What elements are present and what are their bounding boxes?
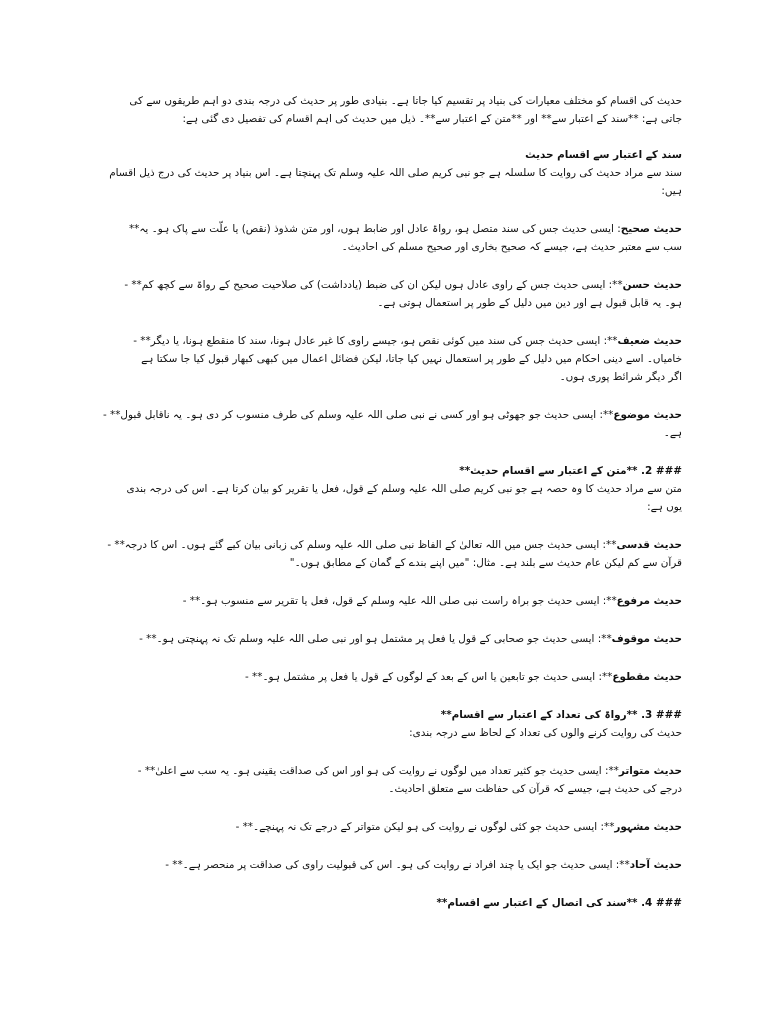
hasan-text-2: ہو۔ یہ قابل قبول ہے اور دین میں دلیل کے طور پر استعمال ہوتی ہے۔ bbox=[377, 297, 682, 309]
mawquf-term: حدیث موقوف bbox=[611, 633, 682, 645]
ahad-term: حدیث آحاد bbox=[629, 859, 682, 871]
section2-desc-1: متن سے مراد حدیث کا وہ حصہ ہے جو نبی کریم صلی اللہ علیہ وسلم کے قول، فعل یا تقریر کو بیان کرتا ہے۔ اس کی درجہ بندی bbox=[126, 483, 682, 495]
intro-line-2: جاتی ہے: **سند کے اعتبار سے** اور **متن کے اعتبار سے**۔ ذیل میں حدیث کی اہم اقسام کی تفصیل دی گئی ہے: bbox=[182, 113, 682, 125]
mawquf-text-1: **: ایسی حدیث جو صحابی کے قول یا فعل پر مشتمل ہو اور نبی صلی اللہ علیہ وسلم تک نہ پہنچتی ہو۔** - bbox=[139, 633, 612, 645]
section1-desc-1: سند سے مراد حدیث کی روایت کا سلسلہ ہے جو نبی کریم صلی اللہ علیہ وسلم تک پہنچتا ہے۔ اس بنیاد پر حدیث کی درج ذیل اقسام bbox=[109, 167, 682, 179]
section1-heading: سند کے اعتبار سے اقسام حدیث bbox=[525, 149, 682, 161]
section1-desc-2: ہیں: bbox=[661, 185, 682, 197]
mutawatir-item bbox=[86, 762, 682, 780]
sahih-item bbox=[86, 220, 682, 238]
hasan-item bbox=[86, 276, 682, 294]
maqtu-text-1: **: ایسی حدیث جو تابعین یا اس کے بعد کے لوگوں کے قول یا فعل پر مشتمل ہو۔** - bbox=[245, 671, 613, 683]
daif-item bbox=[86, 332, 682, 350]
section3-desc-1: حدیث کی روایت کرنے والوں کی تعداد کے لحاظ سے درجہ بندی: bbox=[409, 727, 682, 739]
mawdu-item bbox=[86, 406, 682, 424]
intro-line-1: حدیث کی اقسام کو مختلف معیارات کی بنیاد پر تقسیم کیا جاتا ہے۔ بنیادی طور پر حدیث کی درجہ بندی دو اہم طریقوں سے کی bbox=[129, 95, 682, 107]
mutawatir-term: حدیث متواتر bbox=[618, 765, 682, 777]
qudsi-text-1: **: ایسی حدیث جس میں اللہ تعالیٰ کے الفاظ نبی صلی اللہ علیہ وسلم کی زبانی بیان کیے گئے ہوں۔ اس کا درجہ** - bbox=[107, 539, 617, 551]
mawquf-item bbox=[86, 630, 682, 648]
daif-text-2: خامیاں۔ اسے دینی احکام میں دلیل کے طور پر استعمال نہیں کیا جاتا، لیکن فضائل اعمال میں کبھی کبھار قبول کیا جا سکتا ہے bbox=[141, 353, 682, 365]
section4-heading: ### 4. **سند کی اتصال کے اعتبار سے اقسام** bbox=[436, 897, 682, 909]
mashhur-term: حدیث مشہور bbox=[614, 821, 682, 833]
mawdu-text-2: ہے۔ bbox=[663, 427, 682, 439]
marfu-text-1: **: ایسی حدیث جو براہ راست نبی صلی اللہ علیہ وسلم کے قول، فعل یا تقریر سے منسوب ہو۔** - bbox=[182, 595, 617, 607]
marfu-term: حدیث مرفوع bbox=[616, 595, 682, 607]
sahih-term: حدیث صحیح bbox=[620, 223, 682, 235]
ahad-item bbox=[86, 856, 682, 874]
mutawatir-text-1: **: ایسی حدیث جو کثیر تعداد میں لوگوں نے روایت کی ہو اور اس کی صداقت یقینی ہو۔ یہ سب سے اعلیٰ** - bbox=[137, 765, 619, 777]
maqtu-term: حدیث مقطوع bbox=[612, 671, 682, 683]
daif-term: حدیث ضعیف bbox=[617, 335, 682, 347]
maqtu-item bbox=[86, 668, 682, 686]
marfu-item bbox=[86, 592, 682, 610]
mawdu-text-1: **: ایسی حدیث جو جھوٹی ہو اور کسی نے نبی صلی اللہ علیہ وسلم کی طرف منسوب کر دی ہو۔ یہ ناقابل قبول** - bbox=[102, 409, 614, 421]
mutawatir-text-2: درجے کی حدیث ہے، جیسے کہ قرآن کی حفاظت سے متعلق احادیث۔ bbox=[388, 783, 682, 795]
section3-heading: ### 3. **رواۃ کی تعداد کے اعتبار سے اقسام** bbox=[440, 709, 682, 721]
qudsi-term: حدیث قدسی bbox=[616, 539, 682, 551]
hasan-text-1: **: ایسی حدیث جس کے راوی عادل ہوں لیکن ان کی ضبط (یادداشت) کی صلاحیت صحیح کے رواۃ سے کچھ کم** - bbox=[124, 279, 623, 291]
sahih-text-1: : ایسی حدیث جس کی سند متصل ہو، رواۃ عادل اور ضابط ہوں، اور متن شذوذ (نقص) یا علّت سے پاک ہو۔ یہ** bbox=[128, 223, 621, 235]
mashhur-item bbox=[86, 818, 682, 836]
qudsi-text-2: قرآن سے کم لیکن عام حدیث سے بلند ہے۔ مثال: "میں اپنے بندے کے گمان کے مطابق ہوں۔" bbox=[289, 557, 682, 569]
daif-text-1: **: ایسی حدیث جس کی سند میں کوئی نقص ہو، جیسے راوی کا غیر عادل ہونا، سند کا منقطع ہونا، یا دیگر** - bbox=[133, 335, 618, 347]
ahad-text-1: **: ایسی حدیث جو ایک یا چند افراد نے روایت کی ہو۔ اس کی قبولیت راوی کی صداقت پر منحصر ہے۔** - bbox=[165, 859, 630, 871]
qudsi-item bbox=[86, 536, 682, 554]
mashhur-text-1: **: ایسی حدیث جو کئی لوگوں نے روایت کی ہو لیکن متواتر کے درجے تک نہ پہنچے۔** - bbox=[235, 821, 615, 833]
section2-desc-2: یوں ہے: bbox=[647, 501, 682, 513]
section2-heading: ### 2. **متن کے اعتبار سے اقسام حدیث** bbox=[459, 465, 682, 477]
hasan-term: حدیث حسن bbox=[622, 279, 682, 291]
sahih-text-2: سب سے معتبر حدیث ہے، جیسے کہ صحیح بخاری اور صحیح مسلم کی احادیث۔ bbox=[341, 241, 682, 253]
mawdu-term: حدیث موضوع bbox=[613, 409, 682, 421]
daif-text-3: اگر دیگر شرائط پوری ہوں۔ bbox=[559, 371, 682, 383]
